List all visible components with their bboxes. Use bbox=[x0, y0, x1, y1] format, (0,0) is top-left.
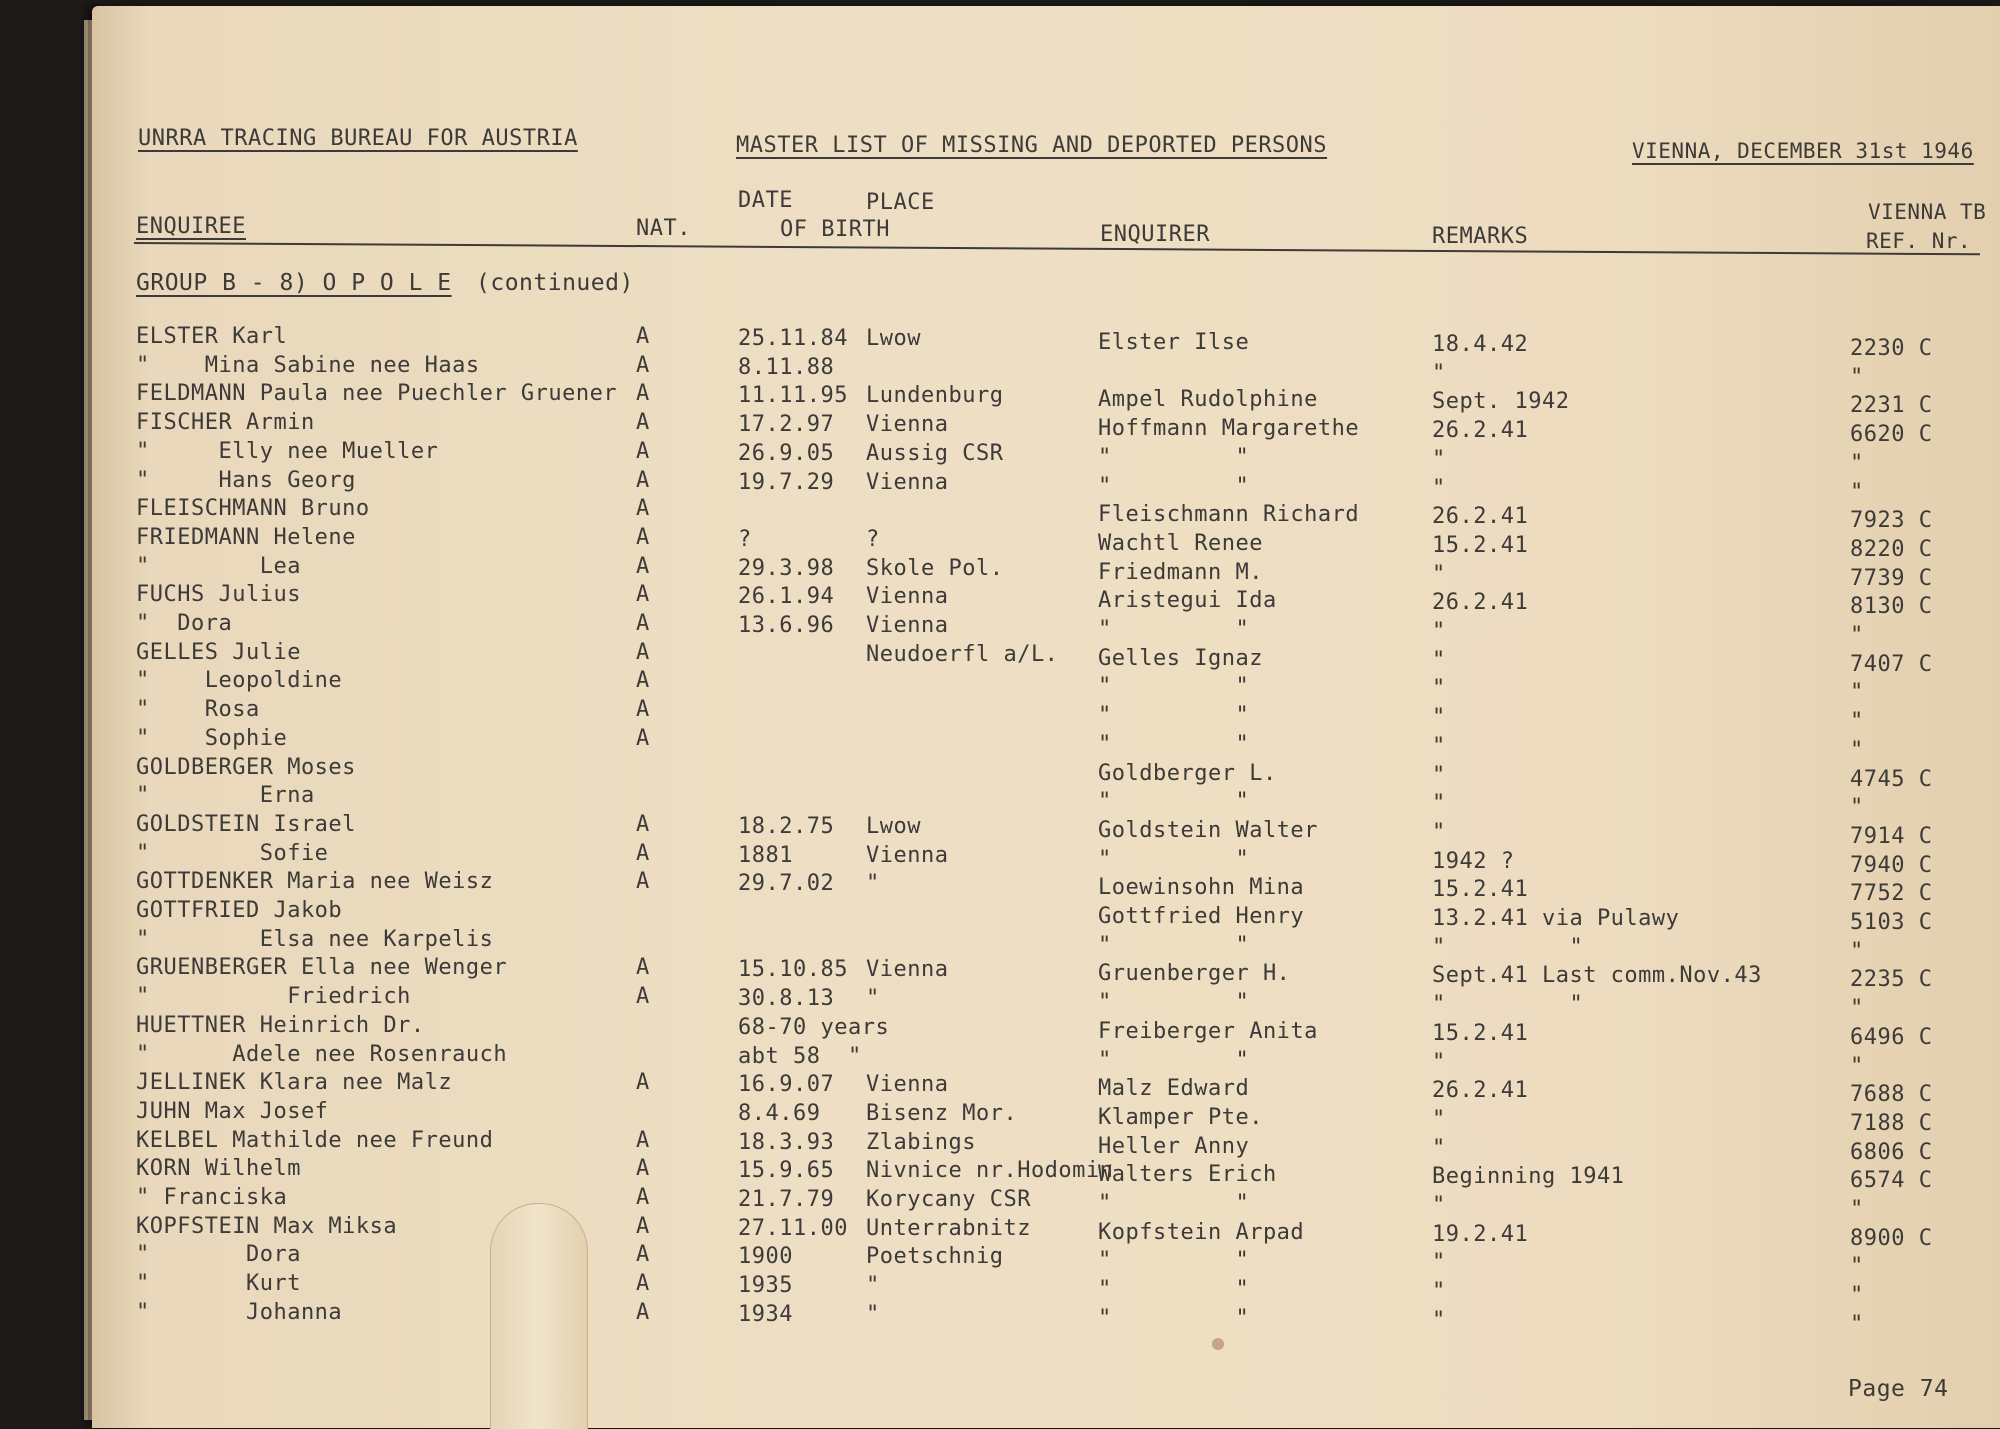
dob-cell: 8.4.69 bbox=[738, 1100, 821, 1126]
ref-cell: 8220 C bbox=[1850, 536, 1933, 562]
dob-cell: 25.11.84 bbox=[738, 326, 848, 351]
nat-cell: A bbox=[636, 840, 650, 866]
remarks-cell: 26.2.41 bbox=[1432, 418, 1529, 444]
remarks-cell: 26.2.41 bbox=[1432, 590, 1529, 616]
ref-cell: 2235 C bbox=[1850, 967, 1933, 993]
nat-cell: A bbox=[636, 496, 650, 522]
ref-cell: " bbox=[1850, 1283, 1864, 1309]
table-row bbox=[0, 811, 2000, 849]
remarks-cell: 18.4.42 bbox=[1432, 332, 1529, 357]
dob-cell: 1881 bbox=[738, 842, 793, 868]
remarks-cell: 26.2.41 bbox=[1432, 504, 1529, 530]
remarks-cell: " bbox=[1432, 647, 1446, 673]
place-cell: " bbox=[866, 1273, 880, 1299]
remarks-cell: 1942 ? bbox=[1432, 848, 1515, 874]
enquiree-cell: FELDMANN Paula nee Puechler Gruener bbox=[136, 381, 618, 407]
enquiree-cell: GOTTFRIED Jakob bbox=[136, 898, 343, 923]
ref-cell: " bbox=[1850, 996, 1864, 1022]
dob-cell: 8.11.88 bbox=[738, 354, 835, 380]
enquirer-cell: Goldstein Walter bbox=[1098, 817, 1318, 843]
table-row bbox=[0, 869, 2000, 907]
table-row bbox=[0, 1098, 2000, 1136]
ref-cell: 8900 C bbox=[1850, 1225, 1933, 1251]
ref-cell: " bbox=[1850, 623, 1864, 648]
remarks-cell: " bbox=[1432, 762, 1446, 788]
ref-cell: " bbox=[1850, 680, 1864, 706]
enquiree-cell: " Lea bbox=[136, 553, 301, 579]
dob-cell: 13.6.96 bbox=[738, 613, 835, 638]
table-row bbox=[0, 524, 2000, 562]
enquiree-cell: " Rosa bbox=[136, 697, 260, 723]
dob-cell: 30.8.13 bbox=[738, 986, 835, 1012]
enquirer-cell: " " bbox=[1098, 789, 1250, 815]
table-row bbox=[0, 1271, 2000, 1309]
table-row bbox=[0, 324, 2000, 361]
nat-cell: A bbox=[636, 410, 650, 436]
enquiree-cell: " Friedrich bbox=[136, 984, 411, 1010]
ref-cell: 7923 C bbox=[1850, 508, 1933, 534]
col-ref-top: VIENNA TB bbox=[1868, 200, 1987, 224]
table-row bbox=[0, 410, 2000, 448]
nat-cell: A bbox=[636, 697, 650, 723]
remarks-cell: " " bbox=[1432, 934, 1584, 960]
enquiree-cell: " Kurt bbox=[136, 1271, 301, 1297]
enquiree-cell: " Adele nee Rosenrauch bbox=[136, 1041, 508, 1067]
place-cell: Poetschnig bbox=[866, 1244, 1004, 1270]
ref-cell: 6806 C bbox=[1850, 1139, 1933, 1165]
dob-cell: abt 58 " bbox=[738, 1043, 862, 1069]
date-heading: VIENNA, DECEMBER 31st 1946 bbox=[1632, 139, 1974, 163]
ref-cell: 6496 C bbox=[1850, 1024, 1933, 1050]
ref-cell: 7752 C bbox=[1850, 881, 1933, 907]
ref-cell: " bbox=[1850, 709, 1864, 735]
place-cell: Vienna bbox=[866, 412, 949, 438]
enquirer-cell: Wachtl Renee bbox=[1098, 530, 1263, 556]
ref-cell: " bbox=[1850, 450, 1864, 476]
remarks-cell: " bbox=[1432, 676, 1446, 702]
dob-cell: 68-70 years bbox=[738, 1014, 890, 1040]
place-cell: Vienna bbox=[866, 469, 949, 495]
table-row bbox=[0, 467, 2000, 505]
enquiree-cell: GOTTDENKER Maria nee Weisz bbox=[136, 869, 494, 895]
ref-cell: 7407 C bbox=[1850, 651, 1933, 677]
ref-cell: 6574 C bbox=[1850, 1168, 1933, 1194]
table-row bbox=[0, 725, 2000, 763]
enquiree-cell: JELLINEK Klara nee Malz bbox=[136, 1070, 453, 1096]
dob-cell: 16.9.07 bbox=[738, 1072, 835, 1098]
enquirer-cell: Elster Ilse bbox=[1098, 330, 1250, 355]
ref-cell: 4745 C bbox=[1850, 766, 1933, 792]
dob-cell: 26.1.94 bbox=[738, 584, 835, 610]
enquirer-cell: " " bbox=[1098, 1277, 1250, 1303]
dob-cell: 15.9.65 bbox=[738, 1158, 835, 1184]
col-ref-bottom: REF. Nr. bbox=[1866, 229, 1972, 253]
place-cell: Bisenz Mor. bbox=[866, 1100, 1018, 1126]
enquirer-cell: " " bbox=[1098, 990, 1250, 1016]
nat-cell: A bbox=[636, 955, 650, 981]
dob-cell: 18.2.75 bbox=[738, 813, 835, 839]
table-row bbox=[0, 697, 2000, 735]
enquiree-cell: " Dora bbox=[136, 1242, 301, 1268]
remarks-cell: Sept.41 Last comm.Nov.43 bbox=[1432, 963, 1762, 989]
remarks-cell: 19.2.41 bbox=[1432, 1221, 1529, 1247]
group-label: GROUP B - 8) O P O L E bbox=[136, 270, 452, 296]
col-date-top: DATE bbox=[738, 188, 793, 213]
ref-cell: 7188 C bbox=[1850, 1110, 1933, 1136]
group-suffix: (continued) bbox=[476, 270, 634, 296]
table-row bbox=[0, 1012, 2000, 1050]
remarks-cell: Beginning 1941 bbox=[1432, 1164, 1625, 1190]
ref-cell: 7940 C bbox=[1850, 852, 1933, 878]
nat-cell: A bbox=[636, 811, 650, 837]
col-enquirer-header: ENQUIRER bbox=[1100, 222, 1210, 247]
table-row bbox=[0, 1299, 2000, 1337]
col-date-bottom: OF BIRTH bbox=[780, 217, 890, 242]
remarks-cell: " bbox=[1432, 360, 1446, 386]
remarks-cell: " bbox=[1432, 733, 1446, 759]
ref-cell: 5103 C bbox=[1850, 910, 1933, 935]
enquirer-cell: " " bbox=[1098, 444, 1250, 470]
table-row bbox=[0, 1156, 2000, 1194]
enquirer-cell: " " bbox=[1098, 1248, 1250, 1274]
enquirer-cell: Aristegui Ida bbox=[1098, 588, 1277, 614]
place-cell: Aussig CSR bbox=[866, 440, 1004, 466]
enquiree-cell: " Elly nee Mueller bbox=[136, 438, 439, 464]
place-cell: Vienna bbox=[866, 1072, 949, 1098]
remarks-cell: 15.2.41 bbox=[1432, 877, 1529, 903]
enquiree-cell: " Johanna bbox=[136, 1299, 343, 1325]
ref-cell: 2231 C bbox=[1850, 393, 1933, 419]
nat-cell: A bbox=[636, 1070, 650, 1096]
enquiree-cell: " Elsa nee Karpelis bbox=[136, 926, 494, 952]
place-cell: " bbox=[866, 986, 880, 1012]
remarks-cell: " bbox=[1432, 1307, 1446, 1333]
place-cell: Vienna bbox=[866, 842, 949, 868]
enquiree-cell: " Sofie bbox=[136, 840, 329, 866]
remarks-cell: " bbox=[1432, 446, 1446, 472]
enquirer-cell: " " bbox=[1098, 731, 1250, 757]
enquirer-cell: Goldberger L. bbox=[1098, 760, 1277, 786]
dob-cell: 1934 bbox=[738, 1301, 793, 1327]
ref-cell: " bbox=[1850, 938, 1864, 964]
nat-cell: A bbox=[636, 668, 650, 694]
ref-cell: " bbox=[1850, 795, 1864, 821]
table-row bbox=[0, 381, 2000, 419]
enquiree-cell: HUETTNER Heinrich Dr. bbox=[136, 1012, 425, 1038]
nat-cell: A bbox=[636, 869, 650, 895]
dob-cell: 29.7.02 bbox=[738, 871, 835, 897]
ref-cell: " bbox=[1850, 737, 1864, 763]
nat-cell: A bbox=[636, 984, 650, 1010]
dob-cell: 26.9.05 bbox=[738, 440, 835, 466]
enquiree-cell: ELSTER Karl bbox=[136, 324, 288, 349]
enquirer-cell: Loewinsohn Mina bbox=[1098, 875, 1305, 901]
enquirer-cell: Kopfstein Arpad bbox=[1098, 1219, 1305, 1245]
enquirer-cell: " " bbox=[1098, 1191, 1250, 1216]
list-title: MASTER LIST OF MISSING AND DEPORTED PERSONS bbox=[736, 133, 1328, 158]
place-cell: Skole Pol. bbox=[866, 555, 1004, 581]
table-row bbox=[0, 639, 2000, 677]
table-row bbox=[0, 926, 2000, 964]
ref-cell: " bbox=[1850, 1254, 1864, 1280]
remarks-cell: Sept. 1942 bbox=[1432, 389, 1570, 415]
nat-cell: A bbox=[636, 1213, 650, 1239]
remarks-cell: " bbox=[1432, 1250, 1446, 1276]
enquirer-cell: Klamper Pte. bbox=[1098, 1104, 1263, 1130]
enquiree-cell: KORN Wilhelm bbox=[136, 1156, 301, 1182]
enquirer-cell: Fleischmann Richard bbox=[1098, 502, 1360, 528]
enquirer-cell: Friedmann M. bbox=[1098, 559, 1263, 585]
enquiree-cell: " Sophie bbox=[136, 725, 288, 751]
col-nat-header: NAT. bbox=[636, 216, 691, 241]
nat-cell: A bbox=[636, 352, 650, 378]
dob-cell: 21.7.79 bbox=[738, 1187, 835, 1212]
place-cell: ? bbox=[866, 526, 880, 552]
enquiree-cell: FISCHER Armin bbox=[136, 410, 315, 436]
dob-cell: 29.3.98 bbox=[738, 555, 835, 581]
group-heading bbox=[136, 270, 634, 296]
place-cell: Vienna bbox=[866, 957, 949, 983]
nat-cell: A bbox=[636, 438, 650, 464]
place-cell: Lwow bbox=[866, 326, 921, 351]
remarks-cell: " bbox=[1432, 819, 1446, 845]
col-remarks-header: REMARKS bbox=[1432, 224, 1529, 249]
enquiree-cell: " Mina Sabine nee Haas bbox=[136, 352, 480, 378]
table-row bbox=[0, 611, 2000, 648]
dob-cell: 19.7.29 bbox=[738, 469, 835, 495]
enquiree-cell: GRUENBERGER Ella nee Wenger bbox=[136, 955, 508, 981]
enquiree-cell: GELLES Julie bbox=[136, 639, 301, 665]
enquirer-cell: Gelles Ignaz bbox=[1098, 645, 1263, 671]
remarks-cell: " " bbox=[1432, 992, 1584, 1018]
nat-cell: A bbox=[636, 324, 650, 349]
dob-cell: 18.3.93 bbox=[738, 1129, 835, 1155]
table-row bbox=[0, 438, 2000, 476]
remarks-cell: 26.2.41 bbox=[1432, 1078, 1529, 1104]
place-cell: Lwow bbox=[866, 813, 921, 839]
place-cell: Unterrabnitz bbox=[866, 1215, 1031, 1241]
ref-cell: 6620 C bbox=[1850, 422, 1933, 448]
place-cell: Korycany CSR bbox=[866, 1187, 1031, 1212]
page-number: Page 74 bbox=[1848, 1376, 1949, 1402]
ref-cell: " bbox=[1850, 1053, 1864, 1079]
ref-cell: " bbox=[1850, 364, 1864, 390]
table-row bbox=[0, 1127, 2000, 1165]
nat-cell: A bbox=[636, 467, 650, 493]
ref-cell: 2230 C bbox=[1850, 336, 1933, 361]
nat-cell: A bbox=[636, 1127, 650, 1153]
enquiree-cell: FRIEDMANN Helene bbox=[136, 524, 356, 550]
dob-cell: ? bbox=[738, 526, 752, 552]
enquirer-cell: Malz Edward bbox=[1098, 1076, 1250, 1102]
paper-stain bbox=[1212, 1338, 1224, 1350]
enquiree-cell: " Franciska bbox=[136, 1185, 288, 1210]
ref-cell: " bbox=[1850, 1197, 1864, 1222]
bureau-title: UNRRA TRACING BUREAU FOR AUSTRIA bbox=[138, 126, 578, 151]
dob-cell: 27.11.00 bbox=[738, 1215, 848, 1241]
place-cell: Lundenburg bbox=[866, 383, 1004, 409]
enquiree-cell: " Leopoldine bbox=[136, 668, 343, 694]
index-tab bbox=[490, 1203, 588, 1429]
nat-cell: A bbox=[636, 1271, 650, 1297]
col-enquiree-header: ENQUIREE bbox=[136, 214, 246, 239]
nat-cell: A bbox=[636, 1299, 650, 1325]
enquiree-cell: KELBEL Mathilde nee Freund bbox=[136, 1127, 494, 1153]
remarks-cell: 15.2.41 bbox=[1432, 532, 1529, 558]
enquirer-cell: Walters Erich bbox=[1098, 1162, 1277, 1188]
place-cell: Vienna bbox=[866, 613, 949, 638]
table-row bbox=[0, 1041, 2000, 1079]
table-row bbox=[0, 1070, 2000, 1108]
enquirer-cell: Hoffmann Margarethe bbox=[1098, 416, 1360, 442]
nat-cell: A bbox=[636, 639, 650, 665]
enquiree-cell: " Dora bbox=[136, 611, 233, 636]
col-place-header: PLACE bbox=[866, 190, 935, 215]
enquirer-cell: " " bbox=[1098, 1305, 1250, 1331]
dob-cell: 1900 bbox=[738, 1244, 793, 1270]
remarks-cell: 13.2.41 via Pulawy bbox=[1432, 906, 1680, 931]
enquirer-cell: Gottfried Henry bbox=[1098, 904, 1305, 929]
table-row bbox=[0, 984, 2000, 1022]
table-row bbox=[0, 1242, 2000, 1280]
enquiree-cell: JUHN Max Josef bbox=[136, 1098, 329, 1124]
table-row bbox=[0, 1185, 2000, 1222]
table-row bbox=[0, 955, 2000, 993]
enquirer-cell: " " bbox=[1098, 1047, 1250, 1073]
enquirer-cell: " " bbox=[1098, 703, 1250, 729]
place-cell: Zlabings bbox=[866, 1129, 976, 1155]
table-row bbox=[0, 668, 2000, 706]
enquirer-cell: " " bbox=[1098, 674, 1250, 700]
enquiree-cell: " Hans Georg bbox=[136, 467, 356, 493]
nat-cell: A bbox=[636, 1242, 650, 1268]
nat-cell: A bbox=[636, 1156, 650, 1182]
table-row bbox=[0, 840, 2000, 878]
ref-cell: 7688 C bbox=[1850, 1082, 1933, 1108]
dob-cell: 1935 bbox=[738, 1273, 793, 1299]
nat-cell: A bbox=[636, 725, 650, 751]
dob-cell: 15.10.85 bbox=[738, 957, 848, 983]
enquirer-cell: Heller Anny bbox=[1098, 1133, 1250, 1159]
ref-cell: 7739 C bbox=[1850, 565, 1933, 591]
nat-cell: A bbox=[636, 582, 650, 608]
remarks-cell: " bbox=[1432, 561, 1446, 587]
place-cell: " bbox=[866, 871, 880, 897]
table-row bbox=[0, 754, 2000, 792]
ref-cell: " bbox=[1850, 479, 1864, 505]
remarks-cell: " bbox=[1432, 1049, 1446, 1075]
nat-cell: A bbox=[636, 553, 650, 579]
table-row bbox=[0, 496, 2000, 534]
table-row bbox=[0, 783, 2000, 821]
enquirer-cell: " " bbox=[1098, 617, 1250, 642]
remarks-cell: " bbox=[1432, 619, 1446, 644]
enquirer-cell: " " bbox=[1098, 473, 1250, 499]
remarks-cell: " bbox=[1432, 1279, 1446, 1305]
ref-cell: 7914 C bbox=[1850, 823, 1933, 849]
enquiree-cell: FLEISCHMANN Bruno bbox=[136, 496, 370, 522]
enquiree-cell: FUCHS Julius bbox=[136, 582, 301, 608]
table-row bbox=[0, 352, 2000, 390]
remarks-cell: " bbox=[1432, 791, 1446, 817]
enquirer-cell: " " bbox=[1098, 932, 1250, 958]
remarks-cell: 15.2.41 bbox=[1432, 1020, 1529, 1046]
place-cell: Vienna bbox=[866, 584, 949, 610]
enquiree-cell: GOLDSTEIN Israel bbox=[136, 811, 356, 837]
enquiree-cell: KOPFSTEIN Max Miksa bbox=[136, 1213, 398, 1239]
enquiree-cell: " Erna bbox=[136, 783, 315, 809]
remarks-cell: " bbox=[1432, 1135, 1446, 1161]
remarks-cell: " bbox=[1432, 1193, 1446, 1218]
table-row bbox=[0, 1213, 2000, 1251]
ref-cell: " bbox=[1850, 1311, 1864, 1337]
place-cell: Nivnice nr.Hodomin bbox=[866, 1158, 1114, 1184]
dob-cell: 11.11.95 bbox=[738, 383, 848, 409]
table-row bbox=[0, 553, 2000, 591]
remarks-cell: " bbox=[1432, 475, 1446, 501]
remarks-cell: " bbox=[1432, 705, 1446, 731]
enquirer-cell: Ampel Rudolphine bbox=[1098, 387, 1318, 413]
place-cell: Neudoerfl a/L. bbox=[866, 641, 1059, 667]
ref-cell: 8130 C bbox=[1850, 594, 1933, 620]
enquiree-cell: GOLDBERGER Moses bbox=[136, 754, 356, 780]
enquirer-cell: Freiberger Anita bbox=[1098, 1018, 1318, 1044]
nat-cell: A bbox=[636, 611, 650, 636]
table-row bbox=[0, 582, 2000, 620]
nat-cell: A bbox=[636, 524, 650, 550]
enquirer-cell: " " bbox=[1098, 846, 1250, 872]
table-row bbox=[0, 898, 2000, 935]
nat-cell: A bbox=[636, 1185, 650, 1210]
dob-cell: 17.2.97 bbox=[738, 412, 835, 438]
remarks-cell: " bbox=[1432, 1106, 1446, 1132]
enquirer-cell: Gruenberger H. bbox=[1098, 961, 1291, 987]
place-cell: " bbox=[866, 1301, 880, 1327]
nat-cell: A bbox=[636, 381, 650, 407]
